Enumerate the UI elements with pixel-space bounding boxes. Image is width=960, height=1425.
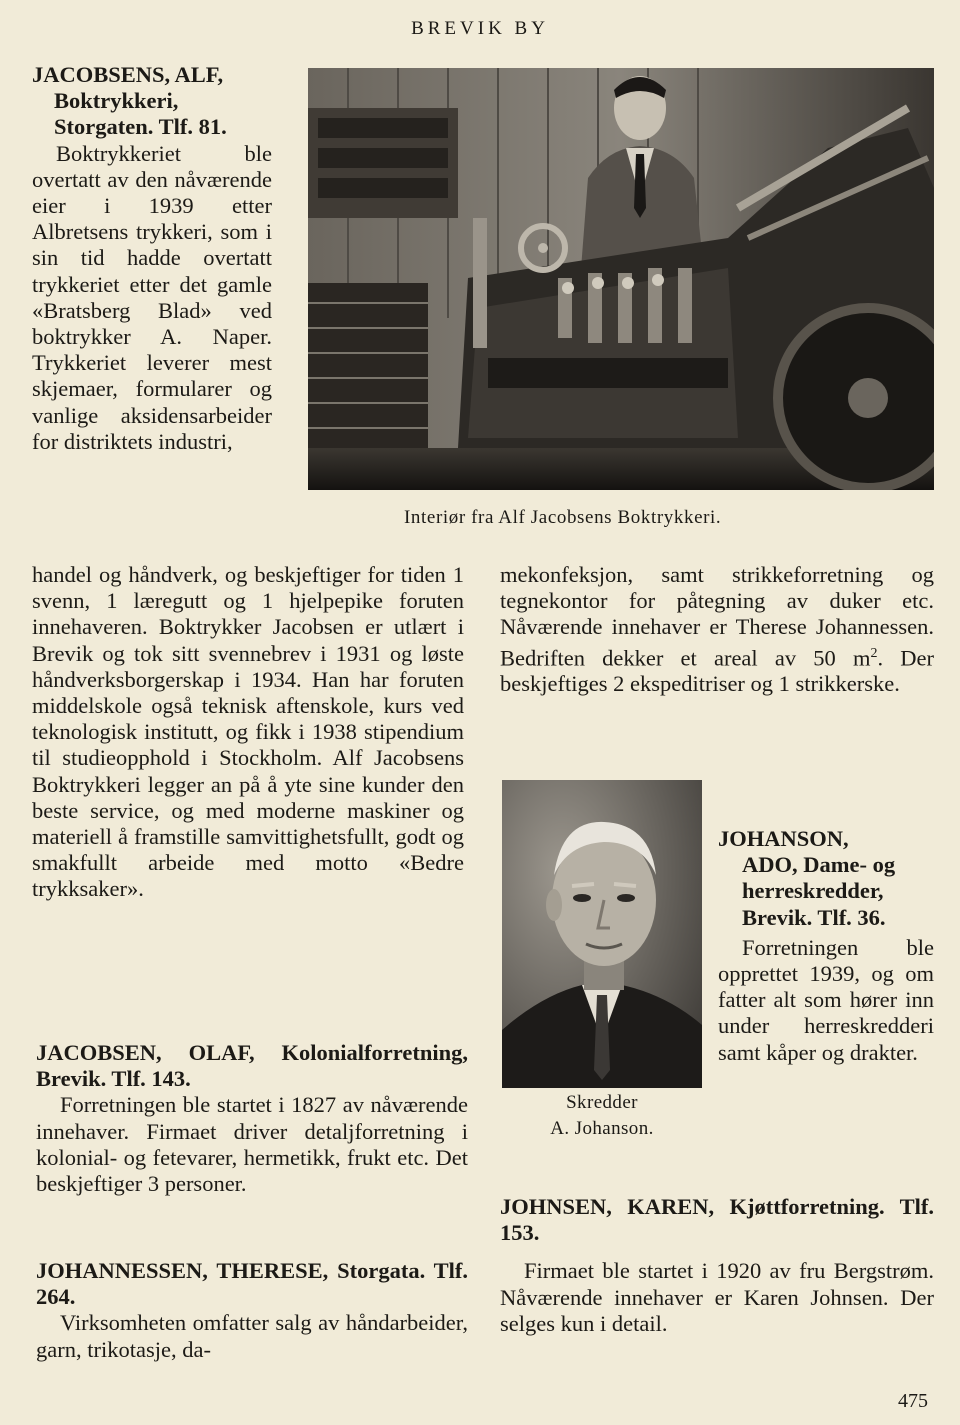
entry-jacobsens-alf bbox=[32, 62, 272, 455]
entry-heading: JACOBSEN, OLAF, Kolonialforretning, Brevik. Tlf. 143. bbox=[36, 1040, 468, 1092]
entry-johannessen-therese-continued bbox=[500, 562, 934, 698]
portrait-caption bbox=[502, 1090, 702, 1142]
printing-press-illustration bbox=[308, 68, 934, 490]
portrait-photo bbox=[502, 780, 702, 1088]
printing-press-photo bbox=[308, 68, 934, 490]
entry-text: Virksomheten omfatter salg av håndarbeider, garn, trikotasje, da- bbox=[36, 1310, 468, 1362]
entry-text: Firmaet ble startet i 1920 av fru Bergstrøm. Nåværende innehaver er Karen Johnsen. Der selges kun i detail. bbox=[500, 1258, 934, 1336]
entry-text-part: mekonfeksjon, samt strikkeforretning og tegnekontor for påtegning av duker etc. Nåværende innehaver er Therese Johannessen. Bedriften dekker et areal av 50 m bbox=[500, 562, 934, 671]
entry-text: Forretningen ble opprettet 1939, og om fatter alt som hører inn under herreskredderi samt kåper og drakter. bbox=[718, 934, 934, 1065]
press-photo-caption: Interiør fra Alf Jacobsens Boktrykkeri. bbox=[404, 507, 722, 528]
entry-heading: Brevik. Tlf. 36. bbox=[742, 904, 886, 930]
entry-text: Boktrykkeriet ble overtatt av den nåværende eier i 1939 etter Albretsens trykkeri, som i sin tid hadde overtatt trykkeriet etter det gamle «Bratsberg Blad» ved boktrykker A. Naper. Trykkeriet leverer mest skjemaer, formularer og vanlige aksidensarbeider for distriktets industri, bbox=[32, 140, 272, 454]
entry-heading: Storgaten. Tlf. 81. bbox=[54, 114, 227, 140]
page-number: 475 bbox=[898, 1390, 928, 1412]
caption-line: Skredder bbox=[566, 1092, 638, 1113]
entry-text bbox=[500, 562, 934, 698]
entry-jacobsens-alf-continued bbox=[32, 562, 464, 903]
entry-heading: herreskredder, bbox=[742, 878, 884, 904]
entry-heading: JACOBSENS, ALF, bbox=[32, 62, 224, 87]
entry-heading: ADO, Dame- og bbox=[742, 852, 896, 878]
entry-heading: JOHANSON, bbox=[718, 826, 849, 851]
entry-johannessen-therese bbox=[36, 1258, 468, 1363]
superscript: 2 bbox=[870, 645, 878, 661]
entry-johnsen-karen bbox=[500, 1194, 934, 1337]
entry-heading: JOHNSEN, KAREN, Kjøttforretning. Tlf. 153. bbox=[500, 1194, 934, 1246]
entry-text: handel og håndverk, og beskjeftiger for tiden 1 svenn, 1 læregutt og 1 hjelpepike foruten innehaveren. Boktrykker Jacobsen er utlært i Brevik og tok sitt svennebrev i 1931 og løste håndverksborgerskap i 1934. Han har foruten middelskole også teknisk aftenskole, kurs ved teknologisk institutt, og fikk i 1938 stipendium til studieopphold i Stockholm. Alf Jacobsens Boktrykkeri legger an på å yte sine kunder den beste service, og med moderne maskiner og materiell å framstille samvittighetsfullt, godt og smakfullt arbeide med motto «Bedre trykksaker». bbox=[32, 562, 464, 902]
portrait-illustration bbox=[502, 780, 702, 1088]
running-head: BREVIK BY bbox=[411, 18, 549, 39]
entry-heading: Boktrykkeri, bbox=[54, 88, 179, 114]
entry-text-part: . Der beskjeftiges 2 ekspeditriser og 1 strikkerske. bbox=[500, 645, 934, 697]
entry-jacobsen-olaf bbox=[36, 1040, 468, 1197]
entry-heading: JOHANNESSEN, THERESE, Storgata. Tlf. 264. bbox=[36, 1258, 468, 1310]
entry-text: Forretningen ble startet i 1827 av nåværende innehaver. Firmaet driver detaljforretning i kolonial- og fetevarer, hermetikk, frukt etc. Det beskjeftiger 3 personer. bbox=[36, 1092, 468, 1197]
caption-line: A. Johanson. bbox=[550, 1118, 654, 1139]
entry-johanson-ado bbox=[718, 826, 934, 1066]
